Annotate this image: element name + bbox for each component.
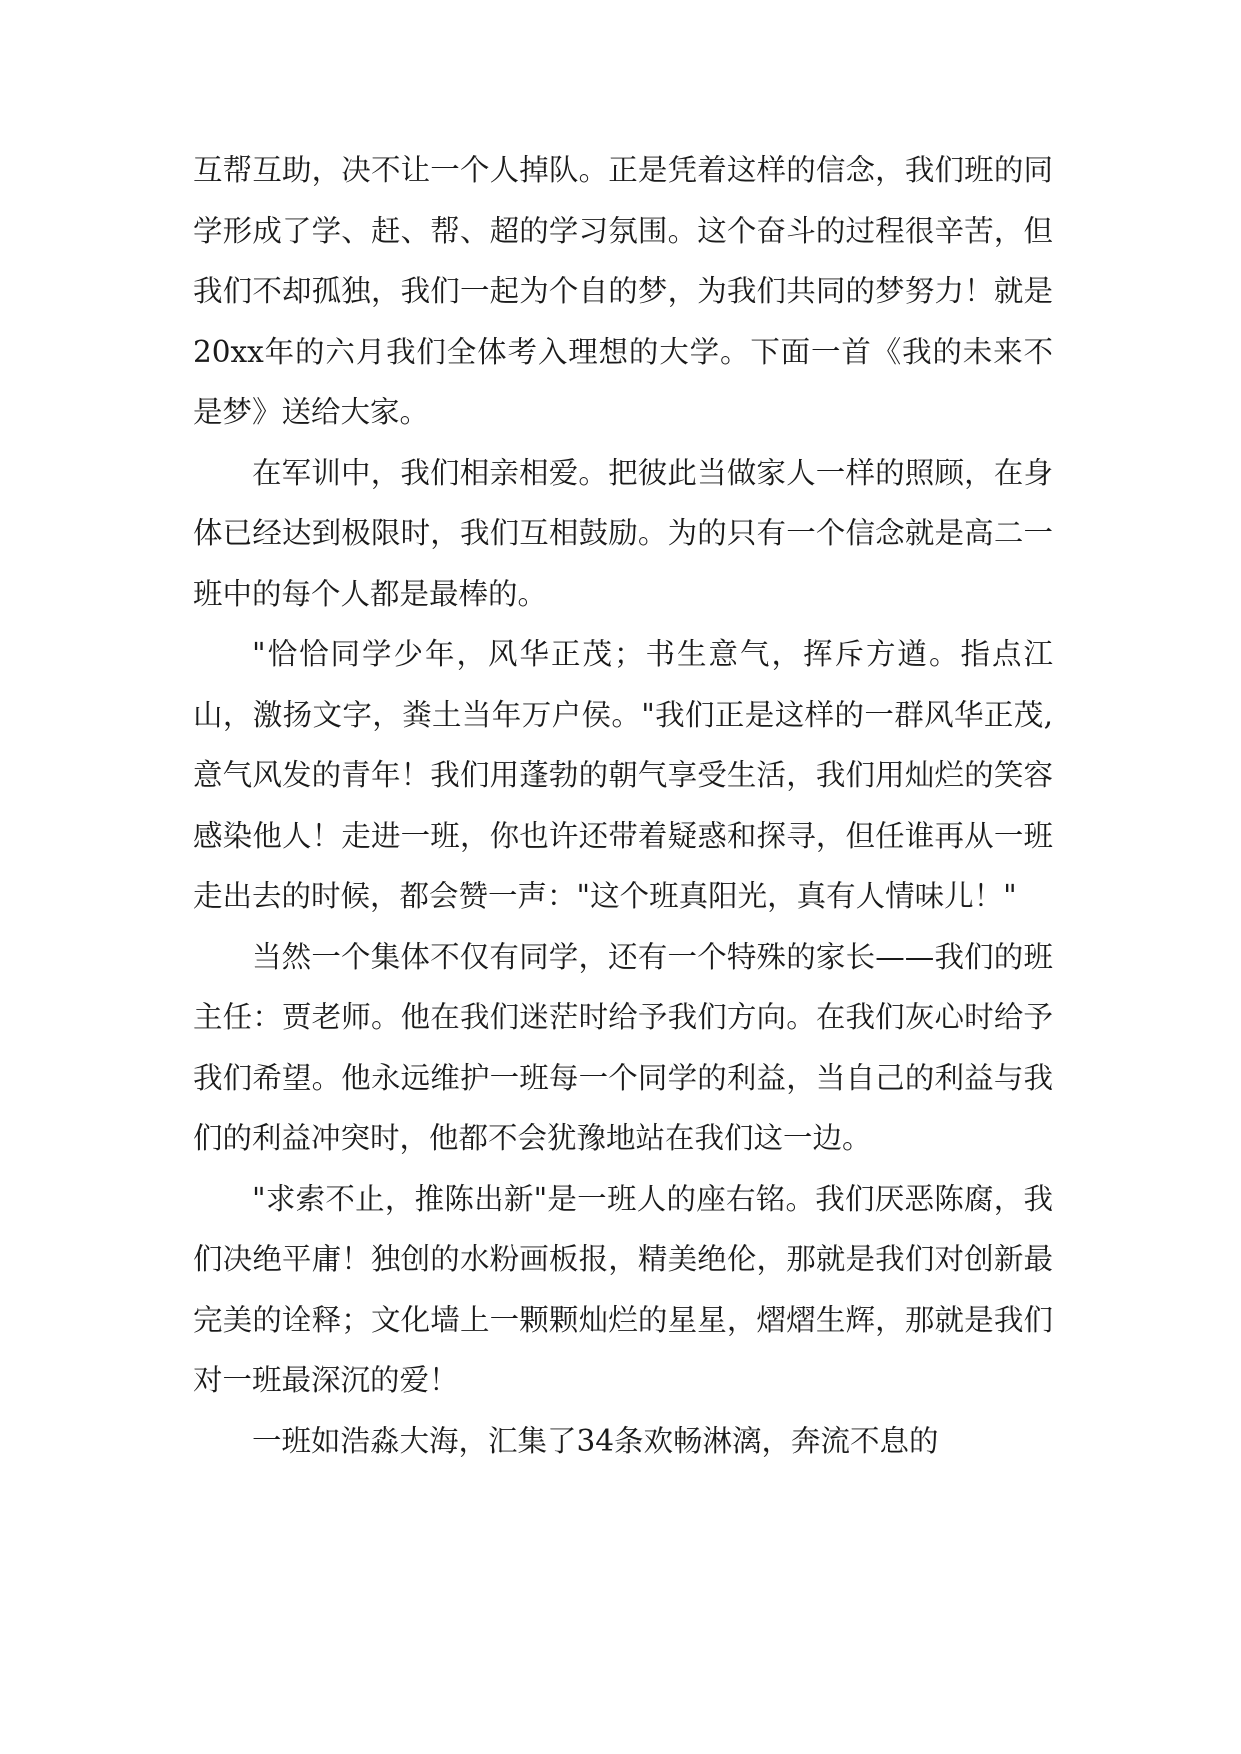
paragraph-1: 互帮互助，决不让一个人掉队。正是凭着这样的信念，我们班的同学形成了学、赶、帮、超的学习氛围。这个奋斗的过程很辛苦，但我们不却孤独，我们一起为个自的梦，为我们共同的梦努力！就是20xx年的六月我们全体考入理想的大学。下面一首《我的未来不是梦》送给大家。: [193, 153, 1053, 429]
document-page: [193, 140, 1053, 1471]
paragraph-5: "求索不止，推陈出新"是一班人的座右铭。我们厌恶陈腐，我们决绝平庸！独创的水粉画板报，精美绝伦，那就是我们对创新最完美的诠释；文化墙上一颗颗灿烂的星星，熠熠生辉，那就是我们对一班最深沉的爱！: [193, 1181, 1053, 1397]
paragraph-4: 当然一个集体不仅有同学，还有一个特殊的家长——我们的班主任：贾老师。他在我们迷茫时给予我们方向。在我们灰心时给予我们希望。他永远维护一班每一个同学的利益，当自己的利益与我们的利益冲突时，他都不会犹豫地站在我们这一边。: [193, 939, 1053, 1155]
paragraph-2: 在军训中，我们相亲相爱。把彼此当做家人一样的照顾，在身体已经达到极限时，我们互相鼓励。为的只有一个信念就是高二一班中的每个人都是最棒的。: [193, 455, 1053, 611]
paragraph-6: 一班如浩淼大海，汇集了34条欢畅淋漓，奔流不息的: [252, 1423, 939, 1458]
paragraph-3: "恰恰同学少年，风华正茂；书生意气，挥斥方遒。指点江山，激扬文字，粪土当年万户侯。"我们正是这样的一群风华正茂,意气风发的青年！我们用蓬勃的朝气享受生活，我们用灿烂的笑容感染他人！走进一班，你也许还带着疑惑和探寻，但任谁再从一班走出去的时候，都会赞一声："这个班真阳光，真有人情味儿！": [193, 637, 1053, 913]
